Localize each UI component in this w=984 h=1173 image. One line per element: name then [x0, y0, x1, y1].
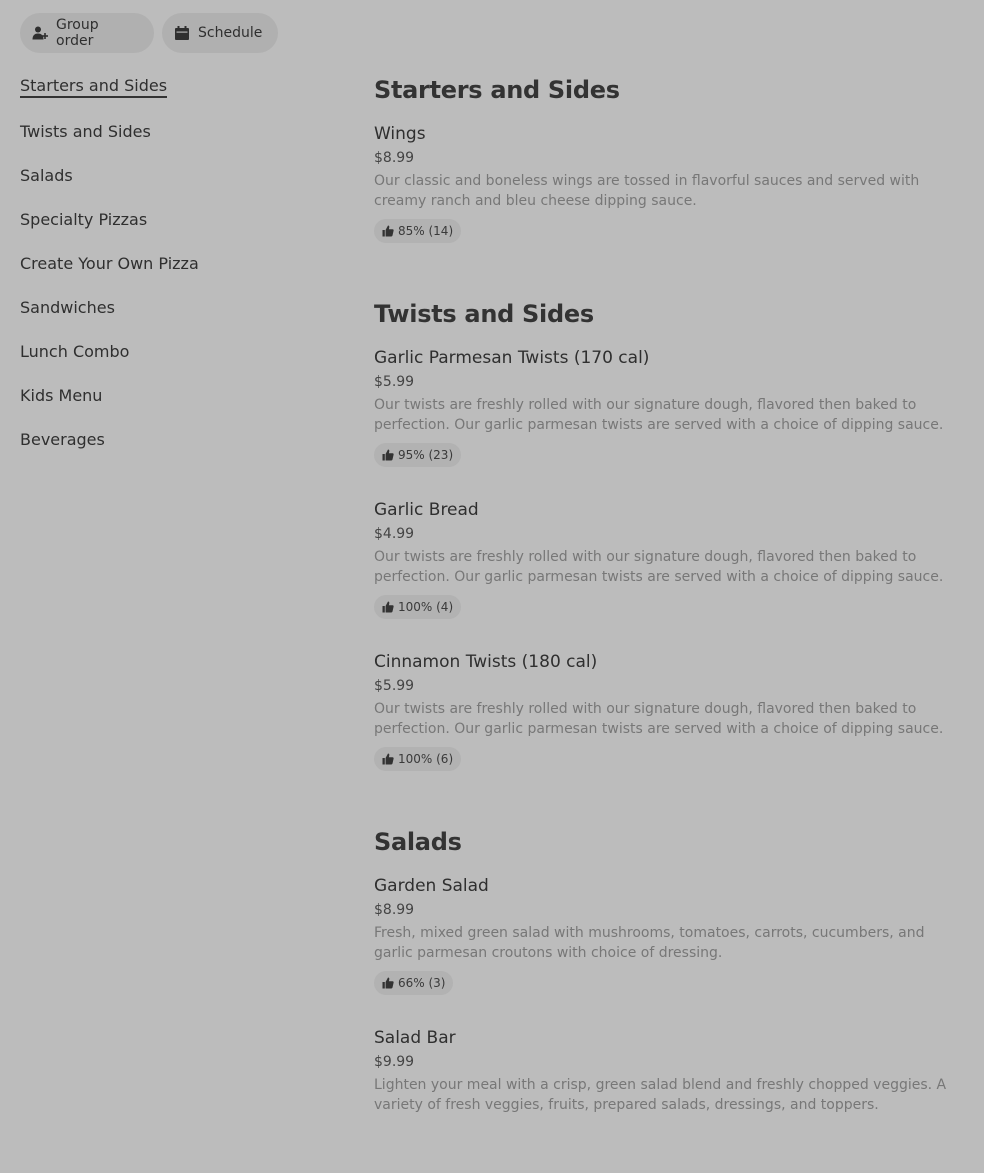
schedule-label: Schedule [198, 25, 263, 41]
nav-item-salads[interactable]: Salads [20, 166, 73, 185]
section-title-twists-and-sides: Twists and Sides [374, 300, 594, 328]
rating-badge [374, 219, 461, 243]
rating-text: 100% (4) [398, 600, 454, 614]
rating-badge [374, 595, 461, 619]
item-price: $9.99 [374, 1054, 415, 1070]
item-price: $5.99 [374, 374, 415, 390]
nav-item-starters-and-sides[interactable]: Starters and Sides [20, 76, 167, 98]
rating-badge [374, 747, 461, 771]
item-price: $5.99 [374, 678, 415, 694]
thumbs-up-icon [382, 225, 394, 237]
thumbs-up-icon [382, 753, 394, 765]
menu-item[interactable] [374, 1026, 964, 1115]
nav-item-specialty-pizzas[interactable]: Specialty Pizzas [20, 210, 148, 229]
rating-text: 100% (6) [398, 752, 454, 766]
section-title-salads: Salads [374, 828, 462, 856]
item-name: Cinnamon Twists (180 cal) [374, 652, 598, 672]
menu-item[interactable] [374, 874, 964, 995]
item-name: Wings [374, 124, 426, 144]
calendar-icon [174, 25, 190, 41]
item-description: Our twists are freshly rolled with our signature dough, flavored then baked to perfection. Our garlic parmesan twists are served with a choice of dipping sauce. [374, 701, 944, 737]
nav-item-kids-menu[interactable]: Kids Menu [20, 386, 103, 405]
item-name: Garlic Bread [374, 500, 479, 520]
rating-text: 95% (23) [398, 448, 454, 462]
section-title-starters-and-sides: Starters and Sides [374, 76, 620, 104]
item-name: Garden Salad [374, 876, 489, 896]
item-description: Our twists are freshly rolled with our signature dough, flavored then baked to perfection. Our garlic parmesan twists are served with a choice of dipping sauce. [374, 397, 944, 433]
rating-badge [374, 971, 453, 995]
menu-item[interactable] [374, 498, 964, 619]
nav-item-twists-and-sides[interactable]: Twists and Sides [20, 122, 151, 141]
menu-item[interactable] [374, 346, 964, 467]
group-order-label: Group order [56, 17, 99, 49]
add-person-icon [32, 25, 48, 41]
item-price: $8.99 [374, 150, 415, 166]
nav-item-beverages[interactable]: Beverages [20, 430, 105, 449]
rating-text: 85% (14) [398, 224, 454, 238]
rating-badge [374, 443, 461, 467]
item-description: Our classic and boneless wings are tossed in flavorful sauces and served with creamy ranch and bleu cheese dipping sauce. [374, 173, 920, 209]
schedule-button[interactable] [162, 13, 278, 53]
item-description: Lighten your meal with a crisp, green salad blend and freshly chopped veggies. A variety of fresh veggies, fruits, prepared salads, dressings, and toppers. [374, 1077, 947, 1113]
menu-item[interactable] [374, 650, 964, 771]
thumbs-up-icon [382, 977, 394, 989]
nav-item-create-your-own-pizza[interactable]: Create Your Own Pizza [20, 254, 199, 273]
item-price: $8.99 [374, 902, 415, 918]
thumbs-up-icon [382, 449, 394, 461]
menu-item[interactable] [374, 122, 964, 243]
thumbs-up-icon [382, 601, 394, 613]
item-description: Our twists are freshly rolled with our signature dough, flavored then baked to perfection. Our garlic parmesan twists are served with a choice of dipping sauce. [374, 549, 944, 585]
group-order-button[interactable] [20, 13, 154, 53]
nav-item-sandwiches[interactable]: Sandwiches [20, 298, 115, 317]
rating-text: 66% (3) [398, 976, 446, 990]
item-name: Garlic Parmesan Twists (170 cal) [374, 348, 650, 368]
item-price: $4.99 [374, 526, 415, 542]
item-name: Salad Bar [374, 1028, 456, 1048]
nav-item-lunch-combo[interactable]: Lunch Combo [20, 342, 130, 361]
item-description: Fresh, mixed green salad with mushrooms, tomatoes, carrots, cucumbers, and garlic parmesan croutons with choice of dressing. [374, 925, 925, 961]
